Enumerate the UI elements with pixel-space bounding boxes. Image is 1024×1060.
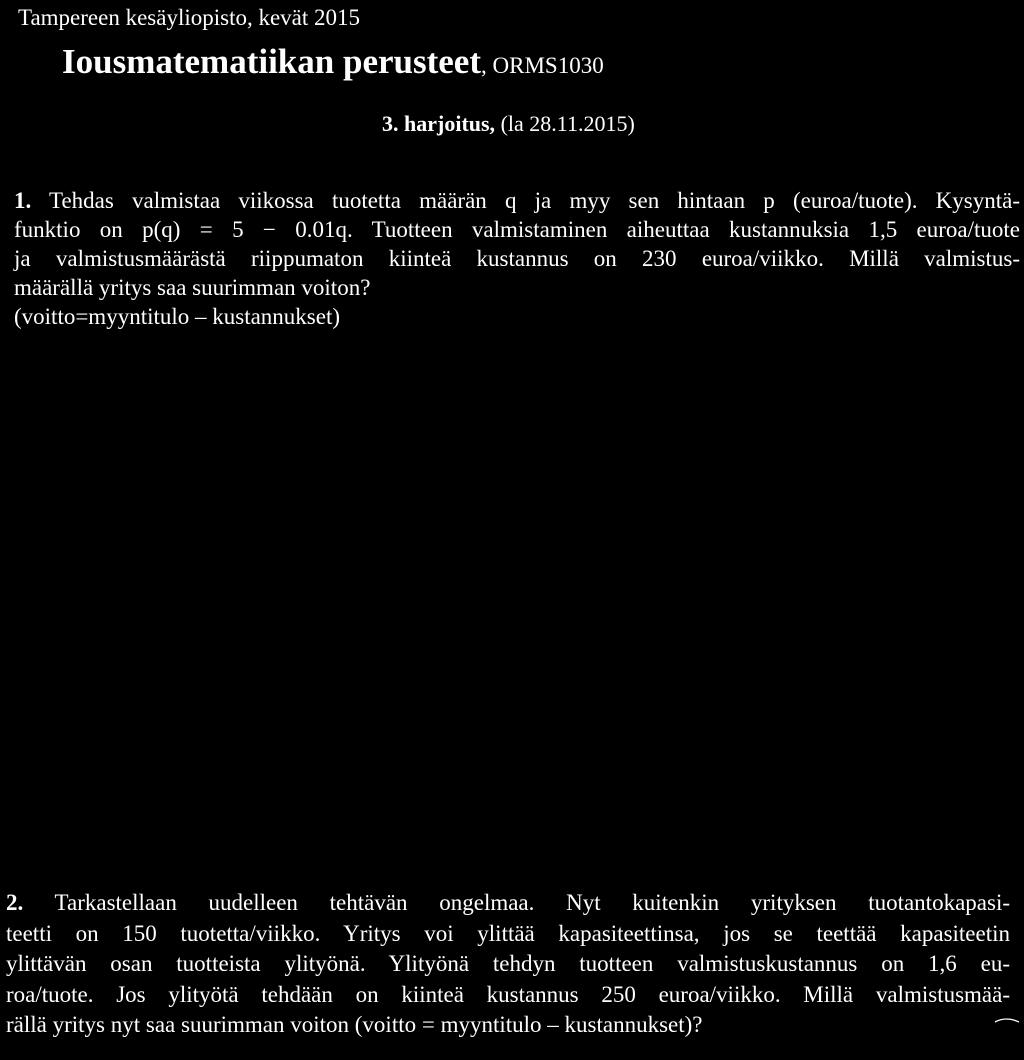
problem-2-line-3: ylittävän osan tuotteista ylityönä. Ylityönä tehdyn tuotteen valmistuskustannus on 1,6 eu-: [6, 951, 1010, 976]
institution-header: Tampereen kesäyliopisto, kevät 2015: [18, 5, 361, 30]
problem-1-line-2: funktio on p(q) = 5 − 0.01q. Tuotteen valmistaminen aiheuttaa kustannuksia 1,5 euroa/tuote: [14, 217, 1020, 242]
problem-1-line-4: määrällä yritys saa suurimman voiton?: [14, 275, 371, 300]
problem-1-line-3: ja valmistusmäärästä riippumaton kiinteä kustannus on 230 euroa/viikko. Millä valmistus-: [14, 246, 1020, 271]
problem-2-line-5: rällä yritys nyt saa suurimman voiton (voitto = myyntitulo – kustannukset)?: [6, 1012, 703, 1037]
problem-2-number: 2.: [6, 890, 24, 915]
problem-1-number: 1.: [14, 188, 32, 213]
problem-2: [6, 888, 1010, 1041]
exercise-heading: [382, 113, 635, 135]
course-code: , ORMS1030: [481, 53, 604, 78]
problem-2-line-1: [6, 888, 1010, 919]
exercise-label: 3. harjoitus,: [382, 111, 496, 136]
problem-1-text-1: Tehdas valmistaa viikossa tuotetta määrän q ja myy sen hintaan p (euroa/tuote). Kysyntä-: [49, 188, 1020, 213]
problem-2-line-2: teetti on 150 tuotetta/viikko. Yritys voi ylittää kapasiteettinsa, jos se teettää kapasiteetin: [6, 920, 1010, 946]
exercise-date: (la 28.11.2015): [495, 111, 635, 136]
course-name: Iousmatematiikan perusteet: [62, 42, 481, 81]
problem-1-line-1: [14, 186, 1020, 215]
problem-1-line-5: (voitto=myyntitulo – kustannukset): [14, 304, 341, 329]
problem-1: [14, 186, 1020, 331]
problem-2-text-1: Tarkastellaan uudelleen tehtävän ongelmaa. Nyt kuitenkin yrityksen tuotantokapasi-: [54, 890, 1010, 915]
course-title: [62, 44, 604, 79]
corner-stroke-mark: [994, 1016, 1020, 1024]
problem-2-line-4: roa/tuote. Jos ylityötä tehdään on kiinteä kustannus 250 euroa/viikko. Millä valmistusmää-: [6, 981, 1010, 1007]
